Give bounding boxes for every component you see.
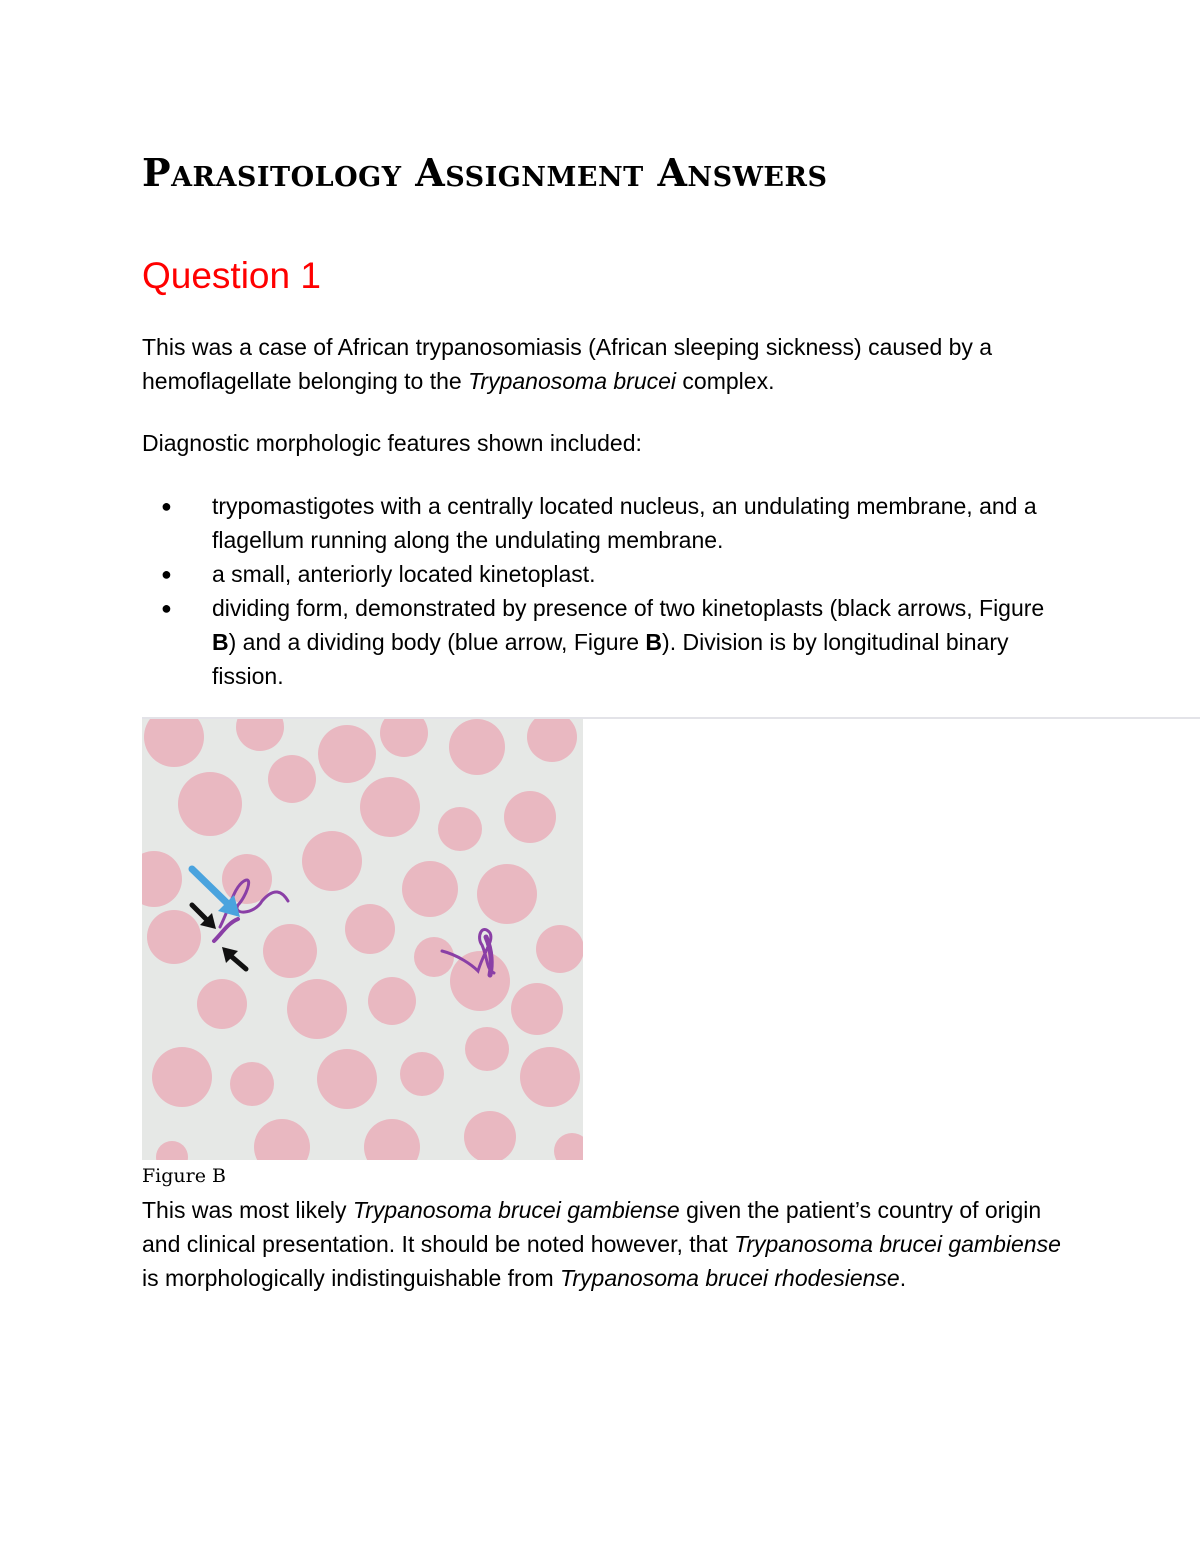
bullet-icon: ● [161,496,172,516]
list-item [142,557,1062,591]
list-item-text: a small, anteriorly located kinetoplast. [212,561,596,587]
blood-smear-figure [142,719,583,1160]
intro-species-name: Trypanosoma brucei [468,368,677,394]
bullet-icon: ● [161,564,172,584]
species-name: Trypanosoma brucei gambiense [734,1231,1061,1257]
figure-ref: B [645,629,663,655]
intro-text-end: complex. [676,368,775,394]
feature-list [142,489,1062,693]
question-heading: Question 1 [142,255,321,296]
page-title: Parasitology Assignment Answers [142,150,828,195]
blood-smear-image [142,719,583,1160]
conclusion-text: is morphologically indistinguishable from [142,1265,561,1291]
features-lead: Diagnostic morphologic features shown included: [142,430,642,456]
conclusion-text: . [899,1265,907,1291]
species-name: Trypanosoma brucei gambiense [352,1197,680,1223]
conclusion-text: This was most likely [142,1197,353,1223]
list-item-text: ) and a dividing body (blue arrow, Figure [228,629,646,655]
conclusion-paragraph [142,1193,1062,1295]
list-item [142,489,1062,557]
list-item-text: trypomastigotes with a centrally located nucleus, an undulating membrane, and a flagellum running along the undulating membrane. [212,493,1037,553]
species-name: Trypanosoma brucei rhodesiense [560,1265,900,1291]
figure-caption: Figure B [142,1165,226,1187]
list-item-text: ). Division is by longitudinal binary fission. [212,629,1009,689]
list-item [142,591,1062,693]
bullet-icon: ● [161,598,172,618]
intro-paragraph [142,330,1062,398]
list-item-text: dividing form, demonstrated by presence of two kinetoplasts (black arrows, Figure [212,595,1045,621]
intro-text: This was a case of African trypanosomiasis (African sleeping sickness) caused by a hemoflagellate belonging to the [142,334,993,394]
figure-ref: B [212,629,229,655]
conclusion-text: given the patient’s country of origin and clinical presentation. It should be noted however, that [142,1197,1042,1257]
